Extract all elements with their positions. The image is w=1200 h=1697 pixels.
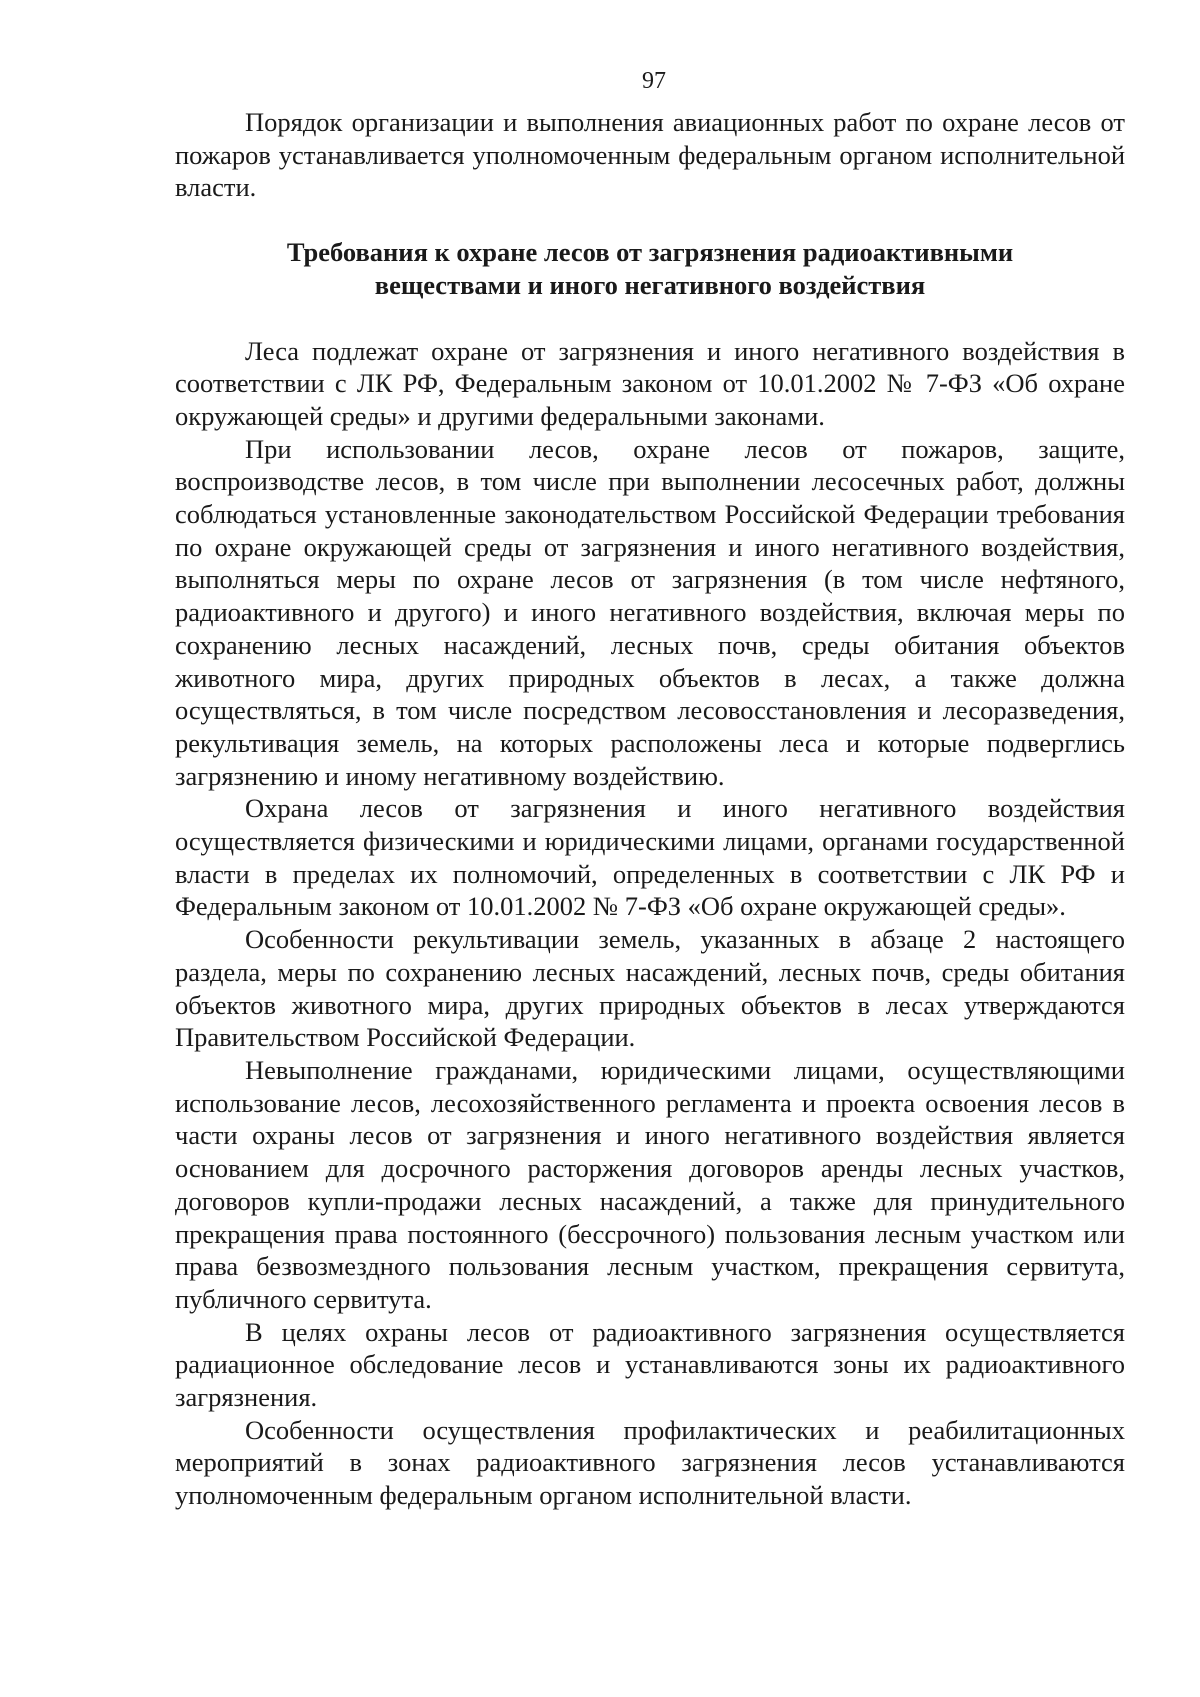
section-heading-line-1: Требования к охране лесов от загрязнения радиоактивными (286, 237, 1014, 268)
body-paragraph-3: Охрана лесов от загрязнения и иного негативного воздействия осуществляется физическими и юридическими лицами, органами государственной власти в пределах их полномочий, определенных в соответствии с ЛК РФ и Федеральным законом от 10.01.2002 № 7-ФЗ «Об охране окружающей среды». (175, 793, 1125, 922)
body-paragraph-5: Невыполнение гражданами, юридическими лицами, осуществляющими использование лесов, лесохозяйственного регламента и проекта освоения лесов в части охраны лесов от загрязнения и иного негативного воздействия является основанием для досрочного расторжения договоров аренды лесных участков, договоров купли-продажи лесных насаждений, а также для принудительного прекращения права постоянного (бессрочного) пользования лесным участком или права безвозмездного пользования лесным участком, прекращения сервитута, публичного сервитута. (175, 1054, 1125, 1314)
body-paragraph-4: Особенности рекультивации земель, указанных в абзаце 2 настоящего раздела, меры по сохранению лесных насаждений, лесных почв, среды обитания объектов животного мира, других природных объектов в лесах утверждаются Правительством Российской Федерации. (175, 924, 1125, 1053)
body-paragraph-2: При использовании лесов, охране лесов от пожаров, защите, воспроизводстве лесов, в том числе при выполнении лесосечных работ, должны соблюдаться установленные законодательством Российской Федерации требования по охране окружающей среды от загрязнения и иного негативного воздействия, выполняться меры по охране лесов от загрязнения (в том числе нефтяного, радиоактивного и другого) и иного негативного воздействия, включая меры по сохранению лесных насаждений, лесных почв, среды обитания объектов животного мира, других природных объектов в лесах, а также должна осуществляться, в том числе посредством лесовосстановления и лесоразведения, рекультивация земель, на которых расположены леса и которые подверглись загрязнению и иному негативному воздействию. (175, 433, 1125, 791)
body-paragraph-7: Особенности осуществления профилактических и реабилитационных мероприятий в зонах радиоактивного загрязнения лесов устанавливаются уполномоченным федеральным органом исполнительной власти. (175, 1414, 1125, 1511)
body-paragraph-1: Леса подлежат охране от загрязнения и иного негативного воздействия в соответствии с ЛК РФ, Федеральным законом от 10.01.2002 № 7-ФЗ «Об охране окружающей среды» и другими федеральными законами. (175, 335, 1125, 431)
intro-paragraph: Порядок организации и выполнения авиационных работ по охране лесов от пожаров устанавливается уполномоченным федеральным органом исполнительной власти. (175, 107, 1125, 203)
section-heading-line-2: веществами и иного негативного воздействия (374, 269, 926, 300)
document-page (175, 66, 1125, 1512)
section-heading (175, 236, 1125, 301)
body-paragraph-6: В целях охраны лесов от радиоактивного загрязнения осуществляется радиационное обследование лесов и устанавливаются зоны их радиоактивного загрязнения. (175, 1316, 1125, 1413)
page-number: 97 (642, 68, 666, 94)
